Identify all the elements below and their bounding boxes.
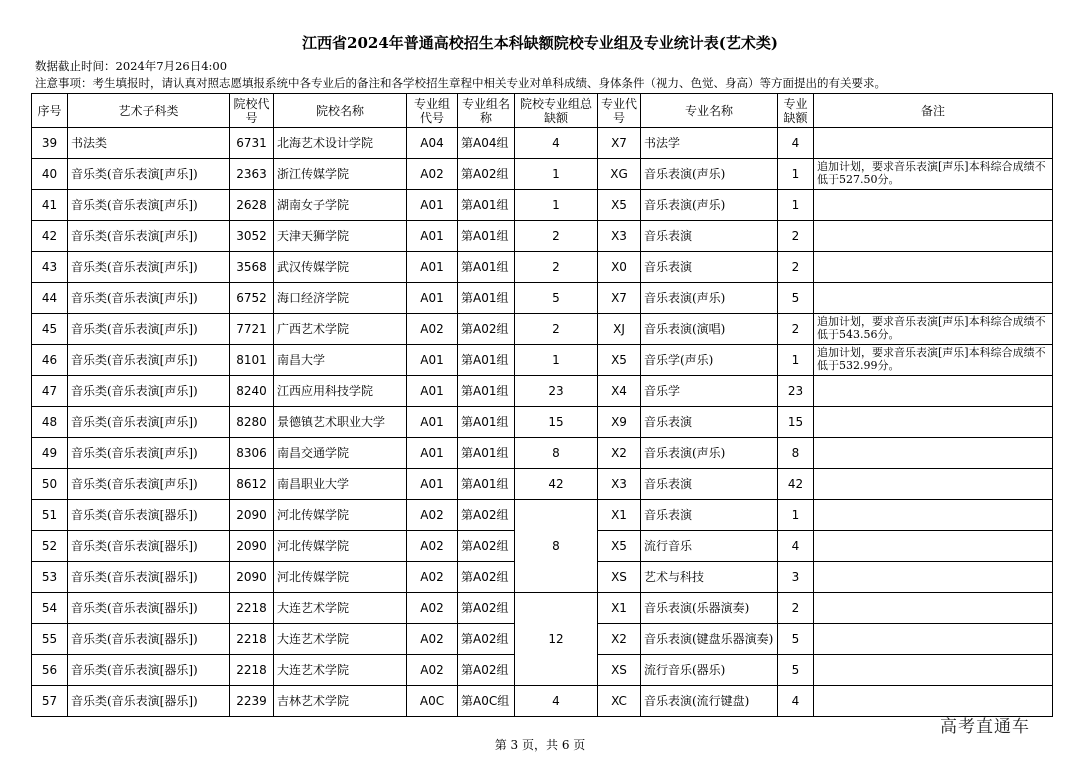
cell-remark — [814, 190, 1053, 221]
cell-group-total: 8 — [515, 438, 598, 469]
cell-remark: 追加计划，要求音乐表演[声乐]本科综合成绩不低于532.99分。 — [814, 345, 1053, 376]
cell-group-name: 第A01组 — [458, 252, 515, 283]
cell-major-vacancy: 1 — [778, 500, 814, 531]
cell-group-total: 23 — [515, 376, 598, 407]
cell-group-code: A01 — [407, 252, 458, 283]
cell-seq: 42 — [32, 221, 68, 252]
table-row — [32, 500, 1053, 531]
cell-major-vacancy: 23 — [778, 376, 814, 407]
document-title: 江西省2024年普通高校招生本科缺额院校专业组及专业统计表(艺术类) — [302, 34, 778, 52]
cell-group-name: 第A02组 — [458, 531, 515, 562]
table-row — [32, 314, 1053, 345]
cell-group-code: A01 — [407, 438, 458, 469]
cell-major-vacancy: 1 — [778, 345, 814, 376]
cell-school-name: 河北传媒学院 — [274, 562, 407, 593]
cell-school-name: 吉林艺术学院 — [274, 686, 407, 717]
cell-subject: 音乐类(音乐表演[声乐]) — [68, 283, 230, 314]
cell-major-code: X1 — [598, 593, 641, 624]
cell-major-vacancy: 15 — [778, 407, 814, 438]
cell-group-name: 第A01组 — [458, 221, 515, 252]
cell-group-total: 1 — [515, 159, 598, 190]
cell-group-code: A02 — [407, 624, 458, 655]
cell-major-code: X5 — [598, 531, 641, 562]
cell-group-code: A02 — [407, 562, 458, 593]
cell-group-name: 第A01组 — [458, 376, 515, 407]
cell-major-name: 音乐表演 — [641, 407, 778, 438]
table-row — [32, 252, 1053, 283]
cell-major-vacancy: 42 — [778, 469, 814, 500]
cell-group-name: 第A01组 — [458, 438, 515, 469]
table-row — [32, 407, 1053, 438]
cell-major-vacancy: 4 — [778, 128, 814, 159]
cell-subject: 音乐类(音乐表演[器乐]) — [68, 655, 230, 686]
cell-seq: 43 — [32, 252, 68, 283]
cell-school-name: 大连艺术学院 — [274, 624, 407, 655]
cell-group-code: A01 — [407, 376, 458, 407]
cell-school-name: 北海艺术设计学院 — [274, 128, 407, 159]
notice-text: 注意事项：考生填报时，请认真对照志愿填报系统中各专业后的备注和各学校招生章程中相关专业对单科成绩、身体条件（视力、色觉、身高）等方面提出的有关要求。 — [35, 76, 886, 90]
cell-subject: 音乐类(音乐表演[器乐]) — [68, 624, 230, 655]
table-row — [32, 469, 1053, 500]
cell-group-name: 第A02组 — [458, 593, 515, 624]
header-subject: 艺术子科类 — [68, 94, 230, 128]
cell-major-code: XG — [598, 159, 641, 190]
header-remark: 备注 — [814, 94, 1053, 128]
header-seq: 序号 — [32, 94, 68, 128]
cell-major-name: 音乐学(声乐) — [641, 345, 778, 376]
cell-school-code: 2363 — [230, 159, 274, 190]
cell-major-code: XS — [598, 562, 641, 593]
cell-school-code: 8101 — [230, 345, 274, 376]
cell-major-code: X7 — [598, 128, 641, 159]
cell-group-name: 第A02组 — [458, 562, 515, 593]
cell-remark: 追加计划，要求音乐表演[声乐]本科综合成绩不低于527.50分。 — [814, 159, 1053, 190]
cell-major-code: X1 — [598, 500, 641, 531]
cell-school-name: 武汉传媒学院 — [274, 252, 407, 283]
cell-group-code: A01 — [407, 221, 458, 252]
header-school-code: 院校代号 — [230, 94, 274, 128]
cell-seq: 52 — [32, 531, 68, 562]
cell-school-code: 3052 — [230, 221, 274, 252]
cell-group-name: 第A02组 — [458, 655, 515, 686]
cell-school-code: 8240 — [230, 376, 274, 407]
cell-seq: 46 — [32, 345, 68, 376]
cell-school-code: 8280 — [230, 407, 274, 438]
cell-seq: 55 — [32, 624, 68, 655]
cell-major-name: 流行音乐 — [641, 531, 778, 562]
cell-major-name: 音乐表演 — [641, 221, 778, 252]
cell-subject: 音乐类(音乐表演[声乐]) — [68, 345, 230, 376]
table-row — [32, 159, 1053, 190]
cell-major-name: 音乐表演 — [641, 500, 778, 531]
cell-seq: 56 — [32, 655, 68, 686]
cell-seq: 48 — [32, 407, 68, 438]
cell-remark — [814, 562, 1053, 593]
cell-group-name: 第A04组 — [458, 128, 515, 159]
table-row — [32, 345, 1053, 376]
cell-group-total: 2 — [515, 221, 598, 252]
cell-group-name: 第A02组 — [458, 624, 515, 655]
cell-major-vacancy: 5 — [778, 655, 814, 686]
cell-group-total: 1 — [515, 190, 598, 221]
cell-group-code: A02 — [407, 593, 458, 624]
cell-subject: 音乐类(音乐表演[器乐]) — [68, 686, 230, 717]
cell-remark — [814, 624, 1053, 655]
cell-remark — [814, 128, 1053, 159]
cell-group-code: A02 — [407, 314, 458, 345]
cell-group-total: 4 — [515, 128, 598, 159]
cell-major-name: 音乐表演(乐器演奏) — [641, 593, 778, 624]
cell-seq: 47 — [32, 376, 68, 407]
cell-group-code: A04 — [407, 128, 458, 159]
watermark: 高考直通车 — [940, 717, 1030, 737]
cell-seq: 51 — [32, 500, 68, 531]
cell-group-code: A02 — [407, 531, 458, 562]
cell-seq: 44 — [32, 283, 68, 314]
table-row — [32, 283, 1053, 314]
cell-group-total: 1 — [515, 345, 598, 376]
cell-group-code: A02 — [407, 159, 458, 190]
cell-major-name: 音乐表演(声乐) — [641, 283, 778, 314]
cell-group-code: A01 — [407, 190, 458, 221]
cell-seq: 41 — [32, 190, 68, 221]
cell-group-name: 第A01组 — [458, 469, 515, 500]
cell-school-code: 2090 — [230, 500, 274, 531]
cell-group-name: 第A02组 — [458, 314, 515, 345]
cell-major-code: XS — [598, 655, 641, 686]
cell-seq: 57 — [32, 686, 68, 717]
cell-subject: 音乐类(音乐表演[器乐]) — [68, 562, 230, 593]
cell-group-total: 12 — [515, 593, 598, 686]
table-header — [32, 94, 1053, 128]
cell-school-name: 天津天狮学院 — [274, 221, 407, 252]
cell-seq: 54 — [32, 593, 68, 624]
cell-major-vacancy: 2 — [778, 314, 814, 345]
cell-major-name: 音乐表演(键盘乐器演奏) — [641, 624, 778, 655]
cell-major-vacancy: 2 — [778, 221, 814, 252]
cell-major-code: X3 — [598, 221, 641, 252]
cell-group-name: 第A01组 — [458, 345, 515, 376]
cell-remark — [814, 655, 1053, 686]
cell-school-name: 大连艺术学院 — [274, 655, 407, 686]
cell-school-name: 海口经济学院 — [274, 283, 407, 314]
header-group-code: 专业组代号 — [407, 94, 458, 128]
cell-major-code: X5 — [598, 345, 641, 376]
cell-remark — [814, 500, 1053, 531]
cell-major-code: X5 — [598, 190, 641, 221]
vacancy-table — [31, 93, 1053, 717]
cell-school-name: 湖南女子学院 — [274, 190, 407, 221]
cell-seq: 39 — [32, 128, 68, 159]
cell-seq: 50 — [32, 469, 68, 500]
cell-subject: 音乐类(音乐表演[声乐]) — [68, 159, 230, 190]
cell-major-vacancy: 2 — [778, 593, 814, 624]
cell-major-vacancy: 4 — [778, 686, 814, 717]
cell-remark — [814, 438, 1053, 469]
cell-subject: 音乐类(音乐表演[声乐]) — [68, 438, 230, 469]
cell-major-name: 音乐表演 — [641, 469, 778, 500]
cell-subject: 音乐类(音乐表演[声乐]) — [68, 376, 230, 407]
cell-major-code: X7 — [598, 283, 641, 314]
cell-remark — [814, 593, 1053, 624]
cell-major-name: 音乐学 — [641, 376, 778, 407]
cell-remark — [814, 283, 1053, 314]
cell-group-total: 5 — [515, 283, 598, 314]
cell-major-code: X9 — [598, 407, 641, 438]
table-row — [32, 438, 1053, 469]
table-body — [32, 128, 1053, 717]
cell-school-code: 8306 — [230, 438, 274, 469]
cell-remark — [814, 252, 1053, 283]
cell-subject: 音乐类(音乐表演[声乐]) — [68, 407, 230, 438]
cell-major-code: X2 — [598, 438, 641, 469]
cell-major-code: X3 — [598, 469, 641, 500]
cell-seq: 49 — [32, 438, 68, 469]
data-deadline: 数据截止时间：2024年7月26日4:00 — [35, 59, 228, 73]
cell-remark — [814, 221, 1053, 252]
cell-school-name: 江西应用科技学院 — [274, 376, 407, 407]
cell-major-name: 流行音乐(器乐) — [641, 655, 778, 686]
header-school-name: 院校名称 — [274, 94, 407, 128]
cell-school-name: 景德镇艺术职业大学 — [274, 407, 407, 438]
cell-major-name: 音乐表演(声乐) — [641, 159, 778, 190]
cell-major-vacancy: 1 — [778, 159, 814, 190]
cell-major-name: 音乐表演 — [641, 252, 778, 283]
cell-subject: 音乐类(音乐表演[声乐]) — [68, 252, 230, 283]
cell-school-code: 2218 — [230, 655, 274, 686]
cell-school-code: 6731 — [230, 128, 274, 159]
table-row — [32, 376, 1053, 407]
cell-group-total: 15 — [515, 407, 598, 438]
cell-major-vacancy: 4 — [778, 531, 814, 562]
cell-group-name: 第A0C组 — [458, 686, 515, 717]
table-row — [32, 221, 1053, 252]
cell-school-code: 7721 — [230, 314, 274, 345]
cell-group-total: 42 — [515, 469, 598, 500]
cell-major-name: 书法学 — [641, 128, 778, 159]
cell-school-code: 2239 — [230, 686, 274, 717]
cell-major-name: 音乐表演(声乐) — [641, 190, 778, 221]
cell-remark — [814, 376, 1053, 407]
cell-group-name: 第A01组 — [458, 407, 515, 438]
cell-school-name: 浙江传媒学院 — [274, 159, 407, 190]
table-row — [32, 128, 1053, 159]
table-row — [32, 190, 1053, 221]
cell-school-name: 南昌交通学院 — [274, 438, 407, 469]
cell-group-name: 第A01组 — [458, 283, 515, 314]
page-footer: 第 3 页，共 6 页 — [494, 738, 586, 752]
cell-school-name: 大连艺术学院 — [274, 593, 407, 624]
cell-school-name: 河北传媒学院 — [274, 531, 407, 562]
cell-major-name: 音乐表演(演唱) — [641, 314, 778, 345]
cell-remark — [814, 531, 1053, 562]
cell-subject: 音乐类(音乐表演[声乐]) — [68, 190, 230, 221]
cell-seq: 53 — [32, 562, 68, 593]
cell-remark: 追加计划，要求音乐表演[声乐]本科综合成绩不低于543.56分。 — [814, 314, 1053, 345]
cell-subject: 音乐类(音乐表演[器乐]) — [68, 593, 230, 624]
cell-group-name: 第A02组 — [458, 500, 515, 531]
cell-major-name: 艺术与科技 — [641, 562, 778, 593]
cell-major-name: 音乐表演(流行键盘) — [641, 686, 778, 717]
cell-school-code: 2628 — [230, 190, 274, 221]
cell-group-code: A01 — [407, 407, 458, 438]
cell-seq: 45 — [32, 314, 68, 345]
cell-seq: 40 — [32, 159, 68, 190]
cell-school-code: 8612 — [230, 469, 274, 500]
cell-major-vacancy: 8 — [778, 438, 814, 469]
cell-school-code: 3568 — [230, 252, 274, 283]
header-major-name: 专业名称 — [641, 94, 778, 128]
cell-school-code: 2090 — [230, 531, 274, 562]
cell-group-name: 第A01组 — [458, 190, 515, 221]
cell-major-code: XJ — [598, 314, 641, 345]
cell-group-code: A01 — [407, 283, 458, 314]
cell-school-name: 广西艺术学院 — [274, 314, 407, 345]
cell-subject: 音乐类(音乐表演[声乐]) — [68, 314, 230, 345]
cell-group-total: 2 — [515, 252, 598, 283]
cell-group-code: A01 — [407, 469, 458, 500]
cell-subject: 音乐类(音乐表演[声乐]) — [68, 221, 230, 252]
table-row — [32, 686, 1053, 717]
cell-group-total: 4 — [515, 686, 598, 717]
cell-subject: 音乐类(音乐表演[器乐]) — [68, 500, 230, 531]
cell-remark — [814, 407, 1053, 438]
cell-school-code: 2090 — [230, 562, 274, 593]
cell-remark — [814, 469, 1053, 500]
cell-group-code: A02 — [407, 500, 458, 531]
header-group-name: 专业组名称 — [458, 94, 515, 128]
header-group-total: 院校专业组总缺额 — [515, 94, 598, 128]
cell-school-code: 2218 — [230, 624, 274, 655]
cell-group-name: 第A02组 — [458, 159, 515, 190]
cell-group-total: 8 — [515, 500, 598, 593]
cell-major-name: 音乐表演(声乐) — [641, 438, 778, 469]
cell-major-vacancy: 1 — [778, 190, 814, 221]
table-row — [32, 593, 1053, 624]
cell-school-name: 南昌大学 — [274, 345, 407, 376]
cell-school-code: 2218 — [230, 593, 274, 624]
cell-school-name: 南昌职业大学 — [274, 469, 407, 500]
cell-major-code: XC — [598, 686, 641, 717]
cell-major-code: X2 — [598, 624, 641, 655]
cell-subject: 书法类 — [68, 128, 230, 159]
cell-group-code: A01 — [407, 345, 458, 376]
cell-subject: 音乐类(音乐表演[声乐]) — [68, 469, 230, 500]
cell-group-code: A0C — [407, 686, 458, 717]
cell-school-name: 河北传媒学院 — [274, 500, 407, 531]
cell-group-code: A02 — [407, 655, 458, 686]
cell-school-code: 6752 — [230, 283, 274, 314]
cell-group-total: 2 — [515, 314, 598, 345]
cell-major-code: X0 — [598, 252, 641, 283]
header-major-vacancy: 专业缺额 — [778, 94, 814, 128]
cell-major-vacancy: 2 — [778, 252, 814, 283]
header-major-code: 专业代号 — [598, 94, 641, 128]
cell-major-vacancy: 5 — [778, 283, 814, 314]
cell-major-vacancy: 3 — [778, 562, 814, 593]
cell-major-code: X4 — [598, 376, 641, 407]
cell-major-vacancy: 5 — [778, 624, 814, 655]
cell-subject: 音乐类(音乐表演[器乐]) — [68, 531, 230, 562]
